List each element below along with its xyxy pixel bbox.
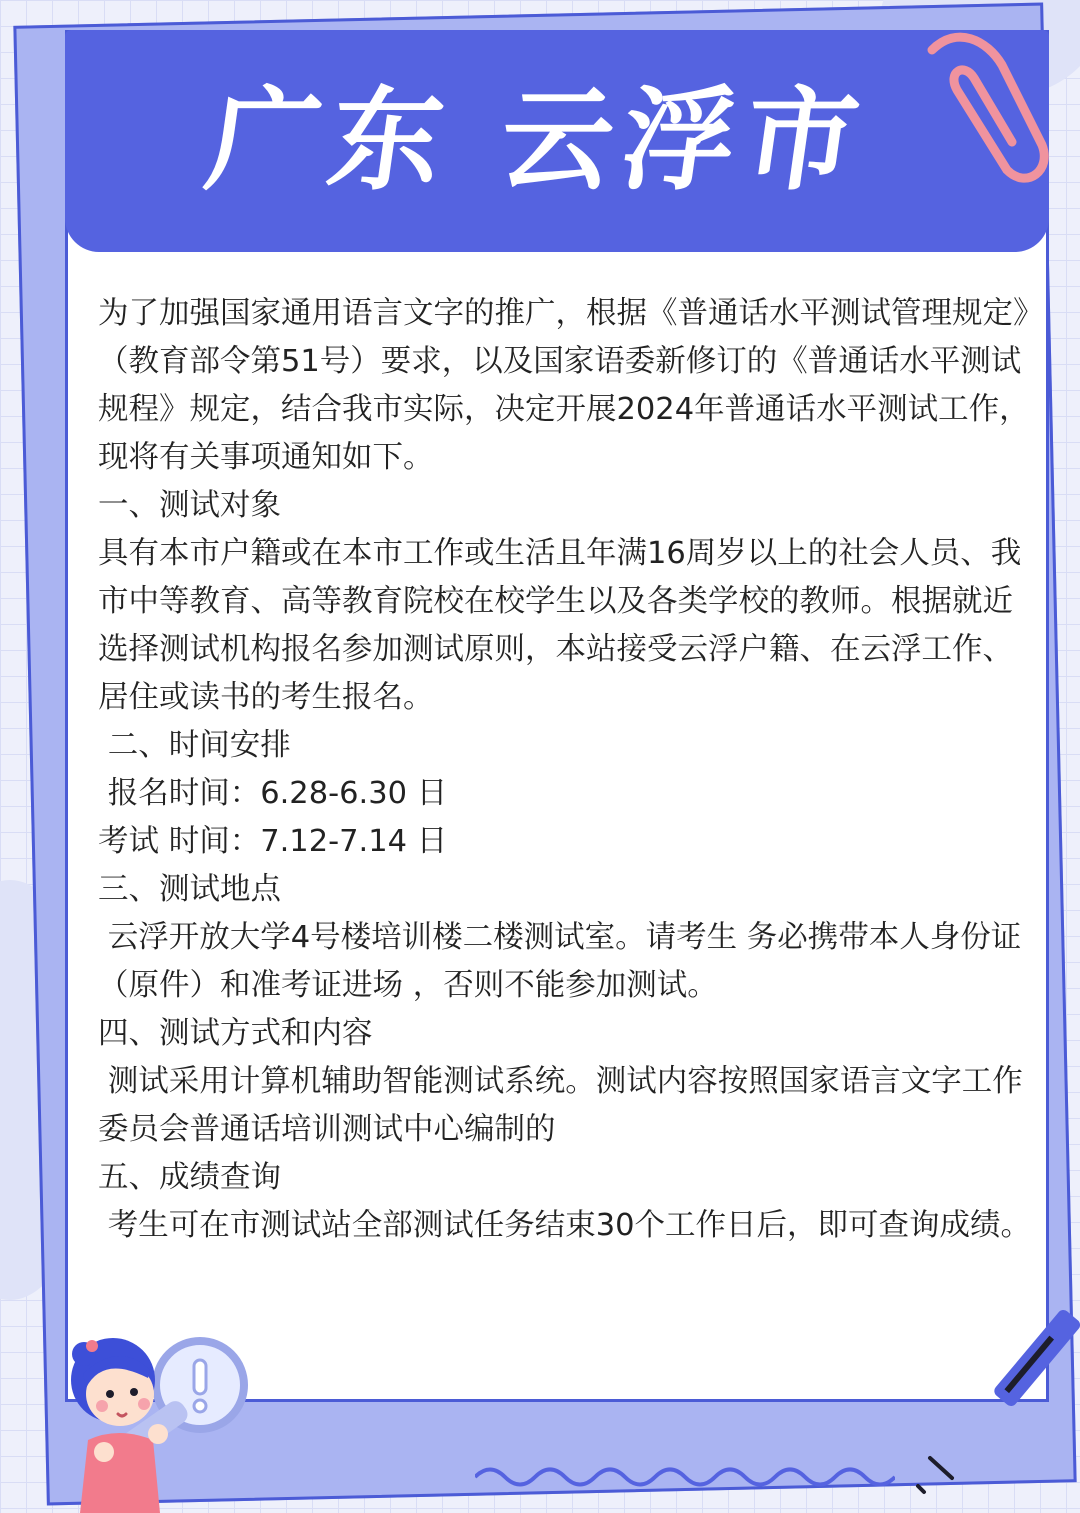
section-text: 具有本市户籍或在本市工作或生活且年满16周岁以上的社会人员、我市中等教育、高等教育院校在校学生以及各类学校的教师。根据就近选择测试机构报名参加测试原则，本站接受云浮户籍、在云浮工作、居住或读书的考生报名。 [98,536,1022,715]
section-text: 考试 时间：7.12-7.14 日 [98,824,448,859]
section-heading: 一、测试对象 [98,488,281,523]
section-text: 考生可在市测试站全部测试任务结束30个工作日后，即可查询成绩。 [98,1208,1032,1243]
section-text: 云浮开放大学4号楼培训楼二楼测试室。请考生 务必携带本人身份证（原件）和准考证进场 ，否则不能参加测试。 [98,920,1022,1003]
wave-decoration [475,1462,895,1492]
section-heading: 五、成绩查询 [98,1160,281,1195]
section-heading: 三、测试地点 [98,872,281,907]
page-title: 广东 云浮市 [198,75,876,206]
girl-with-magnifier-icon [58,1330,268,1513]
section-text: 报名时间：6.28-6.30 日 [98,776,448,811]
pen-icon [980,1300,1080,1430]
section-heading: 二、时间安排 [98,728,291,763]
section-text: 测试采用计算机辅助智能测试系统。测试内容按照国家语言文字工作委员会普通话培训测试中心编制的 [98,1064,1023,1147]
notice-body [98,290,1042,1250]
section-heading: 四、测试方式和内容 [98,1016,373,1051]
paperclip-icon [902,30,1052,200]
spark-decoration [912,1450,962,1495]
intro-paragraph: 为了加强国家通用语言文字的推广，根据《普通话水平测试管理规定》（教育部令第51号）要求，以及国家语委新修订的《普通话水平测试规程》规定，结合我市实际，决定开展2024年普通话水平测试工作，现将有关事项通知如下。 [98,296,1030,475]
